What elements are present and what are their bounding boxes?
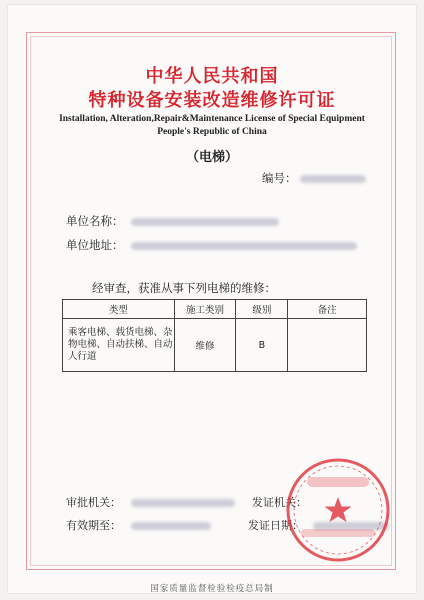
issue-date-label: 发证日期：	[248, 519, 303, 532]
valid-until-row	[66, 517, 211, 533]
redacted-unit-address	[131, 242, 357, 250]
cell-work-category: 维修	[174, 319, 236, 372]
unit-address-label: 单位地址：	[66, 238, 124, 252]
seal-smudge-2	[301, 529, 375, 537]
number-label: 编号：	[262, 171, 297, 185]
table-header-row	[63, 300, 367, 319]
footer-issuer: 国家质量监督检验检疫总局制	[150, 584, 274, 594]
valid-until-label: 有效期至：	[66, 519, 121, 532]
unit-name-row	[66, 213, 279, 229]
header-level: 级别	[236, 300, 288, 319]
official-seal	[283, 455, 393, 565]
table-row	[63, 319, 367, 372]
unit-name-label: 单位名称：	[66, 214, 124, 228]
redacted-unit-name	[131, 218, 279, 226]
certificate-number	[262, 170, 366, 186]
redacted-valid-date	[131, 522, 211, 530]
cell-note	[288, 319, 367, 372]
title-license: 特种设备安装改造维修许可证	[88, 90, 336, 111]
seal-smudge-1	[307, 477, 369, 487]
header-note: 备注	[288, 300, 367, 319]
seal-star	[325, 497, 352, 522]
approver-row	[66, 494, 235, 510]
title-country: 中华人民共和国	[145, 66, 279, 87]
approval-statement: 经审查，获准从事下列电梯的维修：	[92, 281, 276, 295]
redacted-number	[300, 175, 366, 183]
title-english-country: People's Republic of China	[157, 127, 267, 137]
cell-level: B	[236, 319, 288, 372]
header-work-category: 施工类别	[174, 300, 236, 319]
redacted-approver	[131, 499, 235, 507]
approver-label: 审批机关：	[66, 496, 121, 509]
unit-address-row	[66, 237, 357, 253]
scope-table	[62, 299, 367, 372]
header-type: 类型	[63, 300, 175, 319]
title-english: Installation, Alteration,Repair&Maintenance License of Special Equipment	[59, 114, 365, 124]
issuer-label: 发证机关：	[252, 496, 307, 509]
subtitle-elevator: （电梯）	[185, 150, 238, 165]
cell-type: 乘客电梯、载货电梯、杂物电梯、自动扶梯、自动人行道	[63, 319, 175, 372]
